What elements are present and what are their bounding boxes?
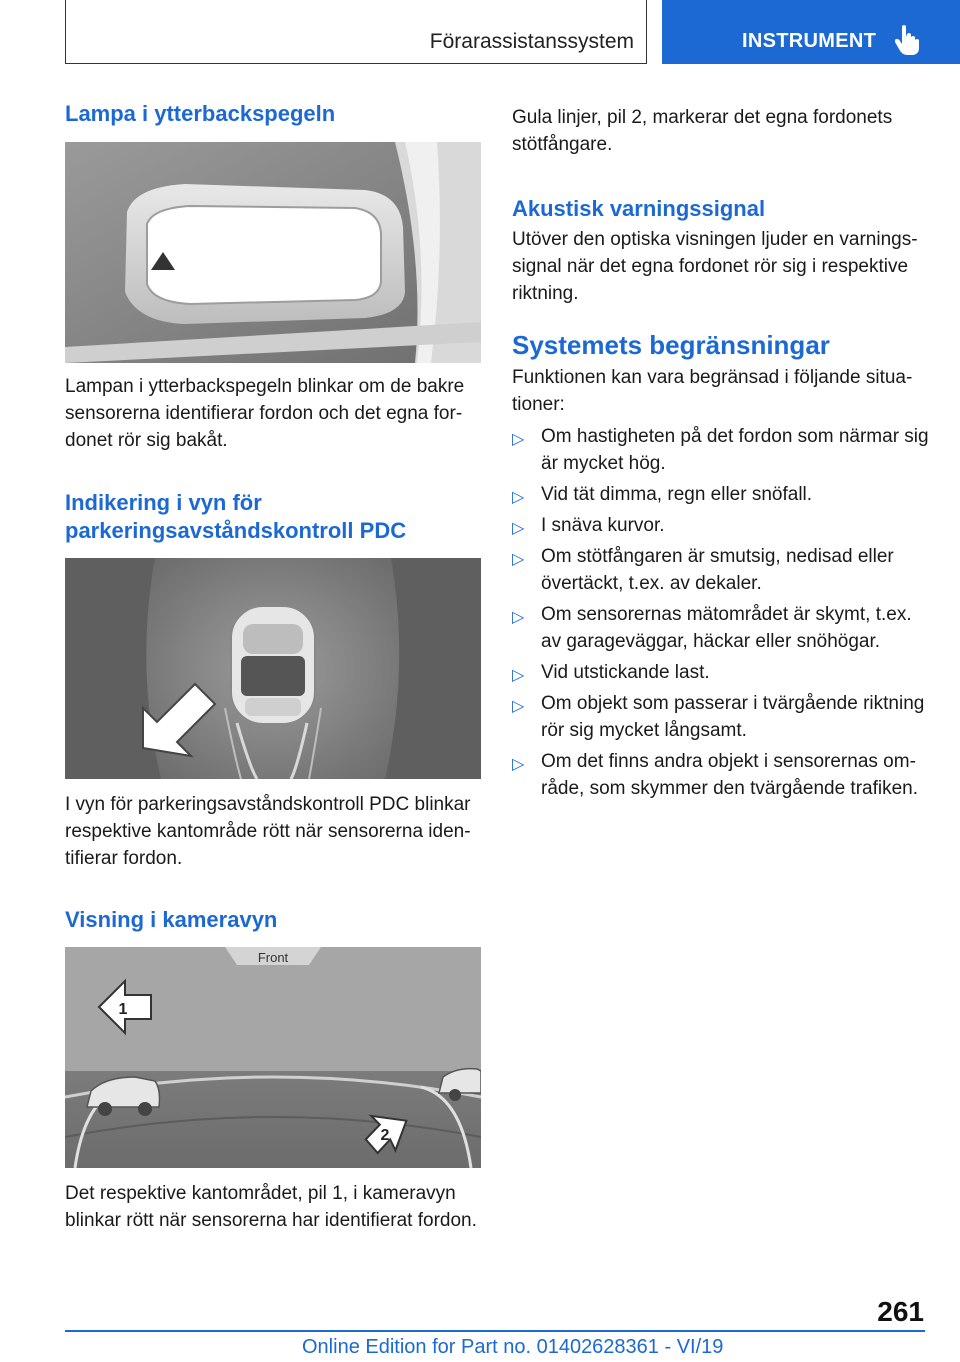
heading-acoustic-signal: Akustisk varningssignal bbox=[512, 196, 766, 221]
list-item: ▷ Om stötfångaren är smutsig, nedisad eller övertäckt, t.ex. av dekaler. bbox=[512, 545, 894, 594]
bullet-triangle-icon: ▷ bbox=[512, 430, 525, 448]
page-number: 261 bbox=[877, 1296, 924, 1327]
limits-list bbox=[512, 423, 932, 802]
bullet-triangle-icon: ▷ bbox=[512, 488, 525, 506]
camera-label-front: Front bbox=[257, 950, 289, 966]
bullet-triangle-icon: ▷ bbox=[512, 519, 525, 537]
left-column bbox=[65, 100, 481, 1234]
header-section-box bbox=[65, 0, 647, 64]
list-item: ▷ Om objekt som passerar i tvärgående riktning rör sig mycket långsamt. bbox=[512, 692, 925, 741]
paragraph-pdc-view: I vyn för parkeringsavståndskontroll PDC blinkar respektive kantområde rött när sensorerna identifierar fordon. bbox=[65, 793, 471, 869]
paragraph-mirror-lamp: Lampan i ytterbackspegeln blinkar om de bakre sensorerna identifierar fordon och det egna fordonet rör sig bakåt. bbox=[65, 376, 465, 452]
paragraph-camera-view: Det respektive kantområdet, pil 1, i kameravyn blinkar rött när sensorerna har identifierat fordon. bbox=[65, 1183, 477, 1232]
figure-camera-view bbox=[65, 947, 481, 1168]
list-item: ▷ Om sensorernas mätområdet är skymt, t.ex. av garageväggar, häckar eller snöhögar. bbox=[512, 603, 912, 652]
bullet-triangle-icon: ▷ bbox=[512, 755, 525, 773]
paragraph-system-limits: Funktionen kan vara begränsad i följande situationer: bbox=[512, 366, 913, 415]
camera-label-arrow-2: 2 bbox=[380, 1127, 390, 1145]
bullet-triangle-icon: ▷ bbox=[512, 608, 525, 626]
list-item: ▷ Vid tät dimma, regn eller snöfall. bbox=[512, 481, 932, 508]
footer-divider bbox=[65, 1330, 925, 1332]
footer-edition-text: Online Edition for Part no. 01402628361 - VI/19 bbox=[302, 1336, 724, 1358]
heading-system-limits: Systemets begränsningar bbox=[512, 330, 830, 361]
right-column bbox=[512, 104, 932, 802]
bullet-triangle-icon: ▷ bbox=[512, 550, 525, 568]
chapter-tab-instrument[interactable] bbox=[662, 0, 960, 64]
list-item: ▷ Vid utstickande last. bbox=[512, 659, 932, 686]
heading-mirror-lamp: Lampa i ytterbackspegeln bbox=[65, 101, 336, 126]
camera-view-illustration bbox=[65, 947, 481, 1168]
figure-side-mirror bbox=[65, 142, 481, 363]
paragraph-acoustic-signal: Utöver den optiska visningen ljuder en varningssignal när det egna fordonet rör sig i respektive riktning. bbox=[512, 229, 918, 305]
section-title: Förarassistanssystem bbox=[429, 30, 634, 53]
pointing-hand-icon bbox=[895, 24, 921, 56]
figure-pdc-view bbox=[65, 558, 481, 779]
paragraph-yellow-lines: Gula linjer, pil 2, markerar det egna fordonets stötfångare. bbox=[512, 107, 893, 155]
list-item: ▷ Om det finns andra objekt i sensorernas område, som skymmer den tvärgående trafiken. bbox=[512, 750, 919, 799]
bullet-triangle-icon: ▷ bbox=[512, 666, 525, 684]
pdc-view-illustration bbox=[65, 558, 481, 779]
list-item: ▷ I snäva kurvor. bbox=[512, 512, 932, 539]
chapter-tab-label: INSTRUMENT bbox=[742, 30, 877, 52]
side-mirror-illustration bbox=[65, 142, 481, 363]
heading-pdc-view: Indikering i vyn för parkeringsavståndskontroll PDC bbox=[65, 490, 407, 543]
camera-label-arrow-1: 1 bbox=[118, 1001, 128, 1019]
bullet-triangle-icon: ▷ bbox=[512, 697, 525, 715]
list-item: ▷ Om hastigheten på det fordon som närmar sig är mycket hög. bbox=[512, 425, 929, 474]
heading-camera-view: Visning i kameravyn bbox=[65, 906, 278, 932]
